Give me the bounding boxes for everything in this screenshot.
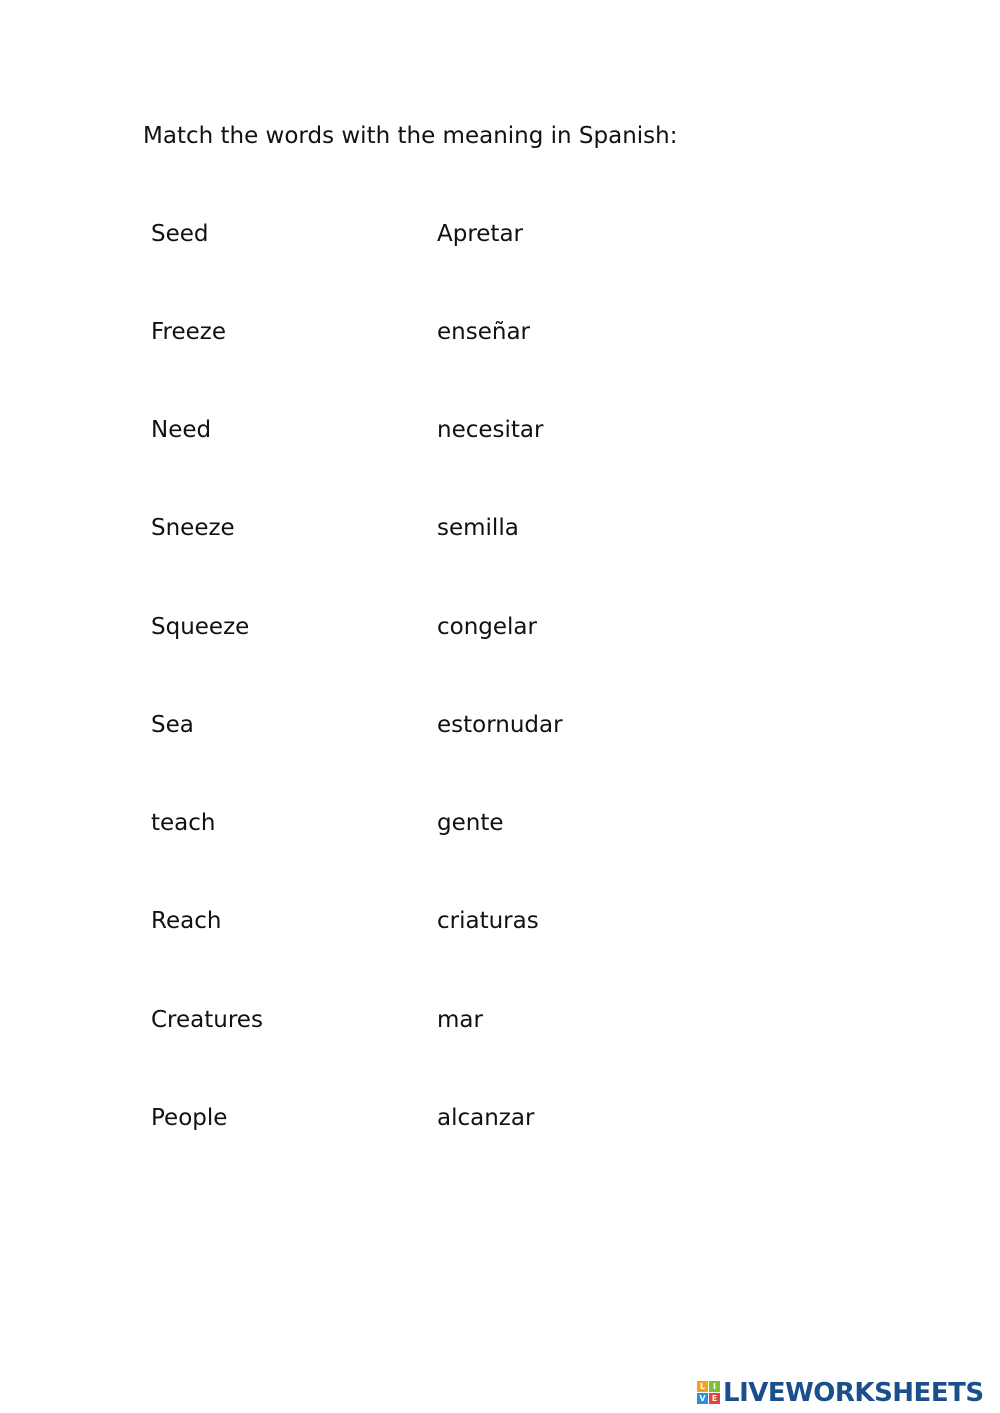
match-row [0,1102,1000,1134]
logo-letter: V [697,1393,708,1404]
spanish-meaning: semilla [437,515,519,541]
brand-wordmark: LIVEWORKSHEETS [723,1378,984,1408]
spanish-meaning: estornudar [437,712,563,738]
match-row [0,414,1000,446]
match-row [0,709,1000,741]
match-row [0,611,1000,643]
english-word: Freeze [151,319,227,345]
english-word: Creatures [151,1007,263,1033]
spanish-meaning: Apretar [437,221,524,247]
spanish-meaning: criaturas [437,908,539,934]
english-word: Squeeze [151,614,250,640]
english-word: Seed [151,221,209,247]
english-word: Sea [151,712,194,738]
match-row [0,1004,1000,1036]
match-row [0,905,1000,937]
logo-letter: E [709,1393,720,1404]
instruction-text: Match the words with the meaning in Spanish: [143,123,678,149]
spanish-meaning: necesitar [437,417,544,443]
english-word: Sneeze [151,515,235,541]
spanish-meaning: congelar [437,614,537,640]
english-word: People [151,1105,228,1131]
liveworksheets-logo-icon [697,1381,721,1405]
logo-letter: I [709,1381,720,1392]
english-word: Reach [151,908,222,934]
spanish-meaning: gente [437,810,504,836]
logo-letter: L [697,1381,708,1392]
match-row [0,512,1000,544]
match-row [0,316,1000,348]
english-word: teach [151,810,216,836]
spanish-meaning: mar [437,1007,483,1033]
match-row [0,807,1000,839]
spanish-meaning: alcanzar [437,1105,535,1131]
match-row [0,218,1000,250]
spanish-meaning: enseñar [437,319,530,345]
liveworksheets-brand [697,1376,984,1410]
english-word: Need [151,417,212,443]
